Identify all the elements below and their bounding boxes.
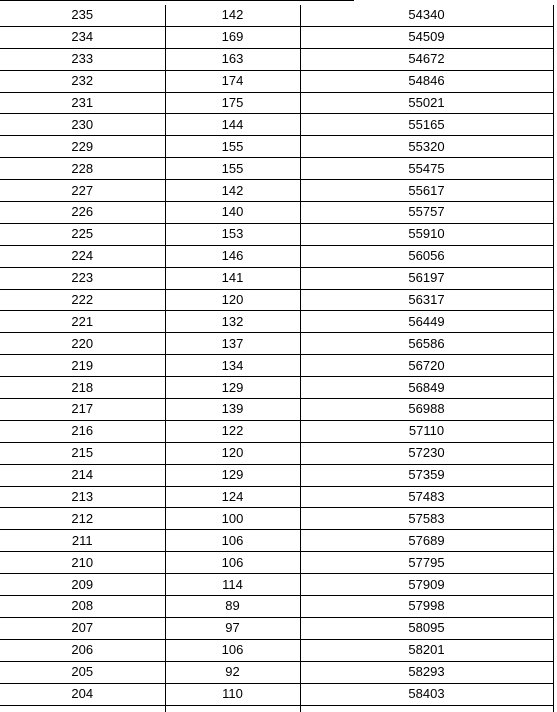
- score-cell: 219: [0, 355, 165, 377]
- cumulative-cell: [300, 705, 553, 712]
- table-row: [0, 552, 553, 574]
- count-cell: 129: [165, 377, 300, 399]
- table-row: [0, 136, 553, 158]
- table-row: [0, 617, 553, 639]
- score-cell: 217: [0, 399, 165, 421]
- table-row: [0, 180, 553, 202]
- cumulative-cell: 55165: [300, 114, 553, 136]
- score-cell: 233: [0, 48, 165, 70]
- cumulative-cell: 55320: [300, 136, 553, 158]
- score-cell: 207: [0, 617, 165, 639]
- cumulative-cell: 55617: [300, 180, 553, 202]
- cumulative-cell: 57583: [300, 508, 553, 530]
- cumulative-cell: 57909: [300, 574, 553, 596]
- score-table-body: [0, 5, 553, 712]
- table-row: [0, 70, 553, 92]
- count-cell: 100: [165, 508, 300, 530]
- table-row: [0, 355, 553, 377]
- count-cell: 97: [165, 617, 300, 639]
- count-cell: 155: [165, 136, 300, 158]
- cumulative-cell: 55475: [300, 158, 553, 180]
- count-cell: 110: [165, 683, 300, 705]
- cumulative-cell: 55021: [300, 92, 553, 114]
- table-row: [0, 508, 553, 530]
- score-cell: 226: [0, 202, 165, 224]
- count-cell: 140: [165, 202, 300, 224]
- score-cell: 212: [0, 508, 165, 530]
- count-cell: 120: [165, 289, 300, 311]
- cumulative-cell: 54846: [300, 70, 553, 92]
- table-row: [0, 486, 553, 508]
- count-cell: 146: [165, 245, 300, 267]
- table-row: [0, 48, 553, 70]
- cumulative-cell: 58201: [300, 639, 553, 661]
- cumulative-cell: 55910: [300, 223, 553, 245]
- count-cell: 122: [165, 420, 300, 442]
- score-cell: 229: [0, 136, 165, 158]
- score-cell: 210: [0, 552, 165, 574]
- score-cell: 234: [0, 26, 165, 48]
- table-row: [0, 92, 553, 114]
- count-cell: 153: [165, 223, 300, 245]
- table-row: [0, 420, 553, 442]
- score-cell: 225: [0, 223, 165, 245]
- score-cell: 222: [0, 289, 165, 311]
- table-row: [0, 530, 553, 552]
- table-row: [0, 26, 553, 48]
- count-cell: 139: [165, 399, 300, 421]
- top-rule: [0, 0, 354, 1]
- count-cell: 174: [165, 70, 300, 92]
- cumulative-cell: 56720: [300, 355, 553, 377]
- cumulative-cell: 54340: [300, 5, 553, 26]
- score-cell: 230: [0, 114, 165, 136]
- table-row-partial: [0, 705, 553, 712]
- score-cell: 205: [0, 661, 165, 683]
- table-row: [0, 683, 553, 705]
- cumulative-cell: 56988: [300, 399, 553, 421]
- cumulative-cell: 57359: [300, 464, 553, 486]
- cumulative-cell: 56056: [300, 245, 553, 267]
- count-cell: 163: [165, 48, 300, 70]
- score-cell: 204: [0, 683, 165, 705]
- table-row: [0, 596, 553, 618]
- score-cell: 211: [0, 530, 165, 552]
- cumulative-cell: 57230: [300, 442, 553, 464]
- cumulative-cell: 54509: [300, 26, 553, 48]
- count-cell: 124: [165, 486, 300, 508]
- score-cell: 215: [0, 442, 165, 464]
- count-cell: 106: [165, 552, 300, 574]
- score-cell: 227: [0, 180, 165, 202]
- score-cell: 208: [0, 596, 165, 618]
- table-row: [0, 223, 553, 245]
- score-cell: 231: [0, 92, 165, 114]
- cumulative-cell: 57110: [300, 420, 553, 442]
- cumulative-cell: 58403: [300, 683, 553, 705]
- table-row: [0, 289, 553, 311]
- score-cell: 214: [0, 464, 165, 486]
- cumulative-cell: 56197: [300, 267, 553, 289]
- count-cell: 137: [165, 333, 300, 355]
- table-row: [0, 158, 553, 180]
- count-cell: 142: [165, 180, 300, 202]
- score-cell: 216: [0, 420, 165, 442]
- cumulative-cell: 56586: [300, 333, 553, 355]
- table-row: [0, 442, 553, 464]
- count-cell: 129: [165, 464, 300, 486]
- score-cell: 220: [0, 333, 165, 355]
- count-cell: 142: [165, 5, 300, 26]
- count-cell: 134: [165, 355, 300, 377]
- cumulative-cell: 57689: [300, 530, 553, 552]
- table-row: [0, 661, 553, 683]
- cumulative-cell: 57483: [300, 486, 553, 508]
- table-row: [0, 245, 553, 267]
- table-row: [0, 202, 553, 224]
- count-cell: 132: [165, 311, 300, 333]
- score-cell: 213: [0, 486, 165, 508]
- table-row: [0, 377, 553, 399]
- cumulative-cell: 57795: [300, 552, 553, 574]
- cumulative-cell: 58293: [300, 661, 553, 683]
- cumulative-cell: 56449: [300, 311, 553, 333]
- table-row: [0, 333, 553, 355]
- count-cell: 114: [165, 574, 300, 596]
- score-cell: 235: [0, 5, 165, 26]
- table-row: [0, 639, 553, 661]
- cumulative-cell: 55757: [300, 202, 553, 224]
- cumulative-cell: 56317: [300, 289, 553, 311]
- table-row: [0, 464, 553, 486]
- count-cell: 89: [165, 596, 300, 618]
- score-cell: 223: [0, 267, 165, 289]
- score-table: [0, 5, 554, 712]
- table-row: [0, 114, 553, 136]
- table-row: [0, 311, 553, 333]
- count-cell: 155: [165, 158, 300, 180]
- score-cell: 221: [0, 311, 165, 333]
- score-table-container: [0, 5, 557, 712]
- count-cell: 92: [165, 661, 300, 683]
- score-cell: 232: [0, 70, 165, 92]
- score-cell: 224: [0, 245, 165, 267]
- score-cell: 209: [0, 574, 165, 596]
- count-cell: 106: [165, 530, 300, 552]
- cumulative-cell: 57998: [300, 596, 553, 618]
- count-cell: 175: [165, 92, 300, 114]
- score-cell: 228: [0, 158, 165, 180]
- count-cell: 120: [165, 442, 300, 464]
- count-cell: 141: [165, 267, 300, 289]
- count-cell: 106: [165, 639, 300, 661]
- cumulative-cell: 58095: [300, 617, 553, 639]
- cumulative-cell: 56849: [300, 377, 553, 399]
- score-cell: 218: [0, 377, 165, 399]
- count-cell: 169: [165, 26, 300, 48]
- count-cell: 144: [165, 114, 300, 136]
- count-cell: [165, 705, 300, 712]
- table-row: [0, 574, 553, 596]
- table-row: [0, 399, 553, 421]
- table-row: [0, 267, 553, 289]
- score-cell: [0, 705, 165, 712]
- score-cell: 206: [0, 639, 165, 661]
- cumulative-cell: 54672: [300, 48, 553, 70]
- table-row: [0, 5, 553, 26]
